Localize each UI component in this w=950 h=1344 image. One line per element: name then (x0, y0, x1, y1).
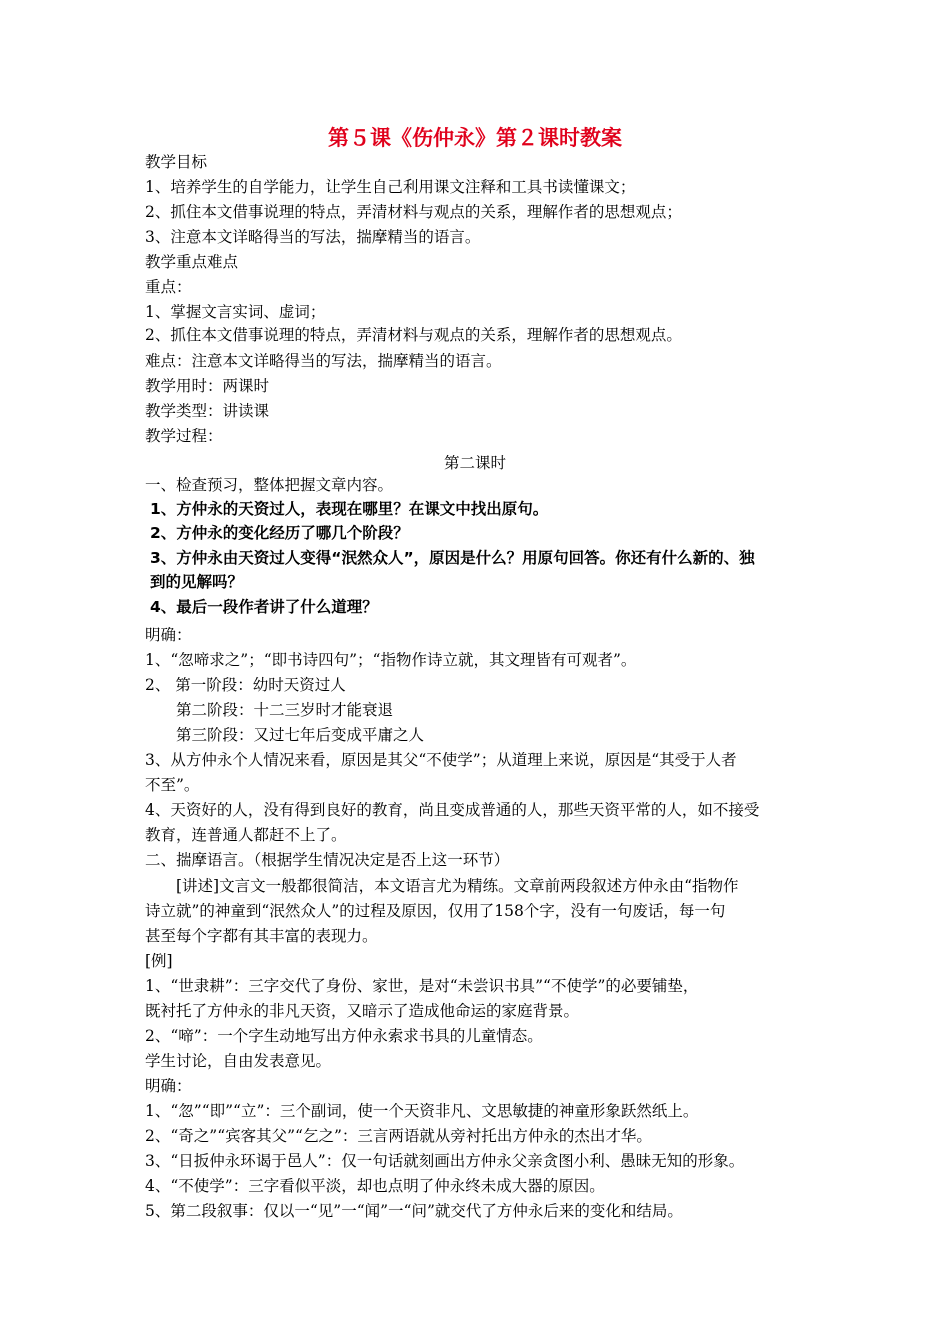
discussion-line: 学生讨论，自由发表意见。 (145, 1052, 332, 1070)
answer-item: 3、从方仲永个人情况来看，原因是其父“不使学”；从道理上来说，原因是“其受于人者 (145, 751, 737, 769)
process-line: 教学过程： (145, 427, 223, 445)
answer-item: 教育，连普通人都赶不上了。 (145, 826, 347, 844)
difficulty-line: 难点：注意本文详略得当的写法，揣摩精当的语言。 (145, 352, 502, 370)
answer-item: 4、“不使学”：三字看似平淡，却也点明了仲永终未成大器的原因。 (145, 1177, 605, 1195)
answer-item: 3、“日扳仲永环谒于邑人”：仅一句话就刻画出方仲永父亲贪图小利、愚昧无知的形象。 (145, 1152, 745, 1170)
key-heading: 教学重点难点 (145, 253, 239, 271)
question-item: 3、方仲永由天资过人变得“泯然众人”，原因是什么？用原句回答。你还有什么新的、独 (150, 549, 755, 567)
example-item: 1、“世隶耕”：三字交代了身份、家世，是对“未尝识书具”“不使学”的必要铺垫， (145, 977, 699, 995)
question-item: 2、方仲永的变化经历了哪几个阶段？ (150, 524, 409, 542)
part1-heading: 一、检查预习，整体把握文章内容。 (145, 476, 394, 494)
answer-item: 2、 第一阶段：幼时天资过人 (145, 676, 346, 694)
goal-item: 2、抓住本文借事说理的特点，弄清材料与观点的关系，理解作者的思想观点； (145, 203, 682, 221)
lecture-line: 甚至每个字都有其丰富的表现力。 (145, 927, 378, 945)
question-item: 到的见解吗？ (150, 573, 244, 591)
answer-item: 1、“忽”“即”“立”：三个副词，使一个天资非凡、文思敏捷的神童形象跃然纸上。 (145, 1102, 699, 1120)
answer-item: 2、“奇之”“宾客其父”“乞之”：三言两语就从旁衬托出方仲永的杰出才华。 (145, 1127, 652, 1145)
question-item: 1、方仲永的天资过人，表现在哪里？在课文中找出原句。 (150, 500, 549, 518)
answer-item: 5、第二段叙事：仅以一“见”一“闻”一“问”就交代了方仲永后来的变化和结局。 (145, 1202, 683, 1220)
part2-heading: 二、揣摩语言。（根据学生情况决定是否上这一环节） (145, 851, 510, 869)
key-sub: 重点： (145, 278, 192, 296)
key-item: 1、掌握文言实词、虚词； (145, 303, 326, 321)
example-item: 2、“啼”：一个字生动地写出方仲永索求书具的儿童情态。 (145, 1027, 543, 1045)
goal-item: 1、培养学生的自学能力，让学生自己利用课文注释和工具书读懂课文； (145, 178, 636, 196)
answer-item: 不至”。 (145, 776, 200, 794)
time-line: 教学用时：两课时 (145, 377, 270, 395)
answer-item: 1、“忽啼求之”；“即书诗四句”；“指物作诗立就，其文理皆有可观者”。 (145, 651, 637, 669)
answer-item: 第二阶段：十二三岁时才能衰退 (176, 701, 394, 719)
section-title: 第二课时 (443, 454, 506, 472)
goals-heading: 教学目标 (145, 153, 208, 171)
key-item: 2、抓住本文借事说理的特点，弄清材料与观点的关系，理解作者的思想观点。 (145, 326, 682, 344)
answer-item: 4、天资好的人，没有得到良好的教育，尚且变成普通的人，那些天资平常的人，如不接受 (145, 801, 760, 819)
example-item: 既衬托了方仲永的非凡天资，又暗示了造成他命运的家庭背景。 (145, 1002, 580, 1020)
question-item: 4、最后一段作者讲了什么道理？ (150, 598, 378, 616)
answer-label: 明确： (145, 626, 192, 644)
example-label: [例] (145, 952, 173, 970)
lecture-line: 诗立就”的神童到“泯然众人”的过程及原因，仅用了158个字，没有一句废话，每一句 (145, 902, 726, 920)
goal-item: 3、注意本文详略得当的写法，揣摩精当的语言。 (145, 228, 481, 246)
answer-label: 明确： (145, 1077, 192, 1095)
type-line: 教学类型：讲读课 (145, 402, 270, 420)
answer-item: 第三阶段：又过七年后变成平庸之人 (176, 726, 425, 744)
lecture-line: [讲述]文言文一般都很简洁，本文语言尤为精练。文章前两段叙述方仲永由“指物作 (176, 877, 739, 895)
document-title: 第５课《伤仲永》第２课时教案 (328, 126, 622, 150)
